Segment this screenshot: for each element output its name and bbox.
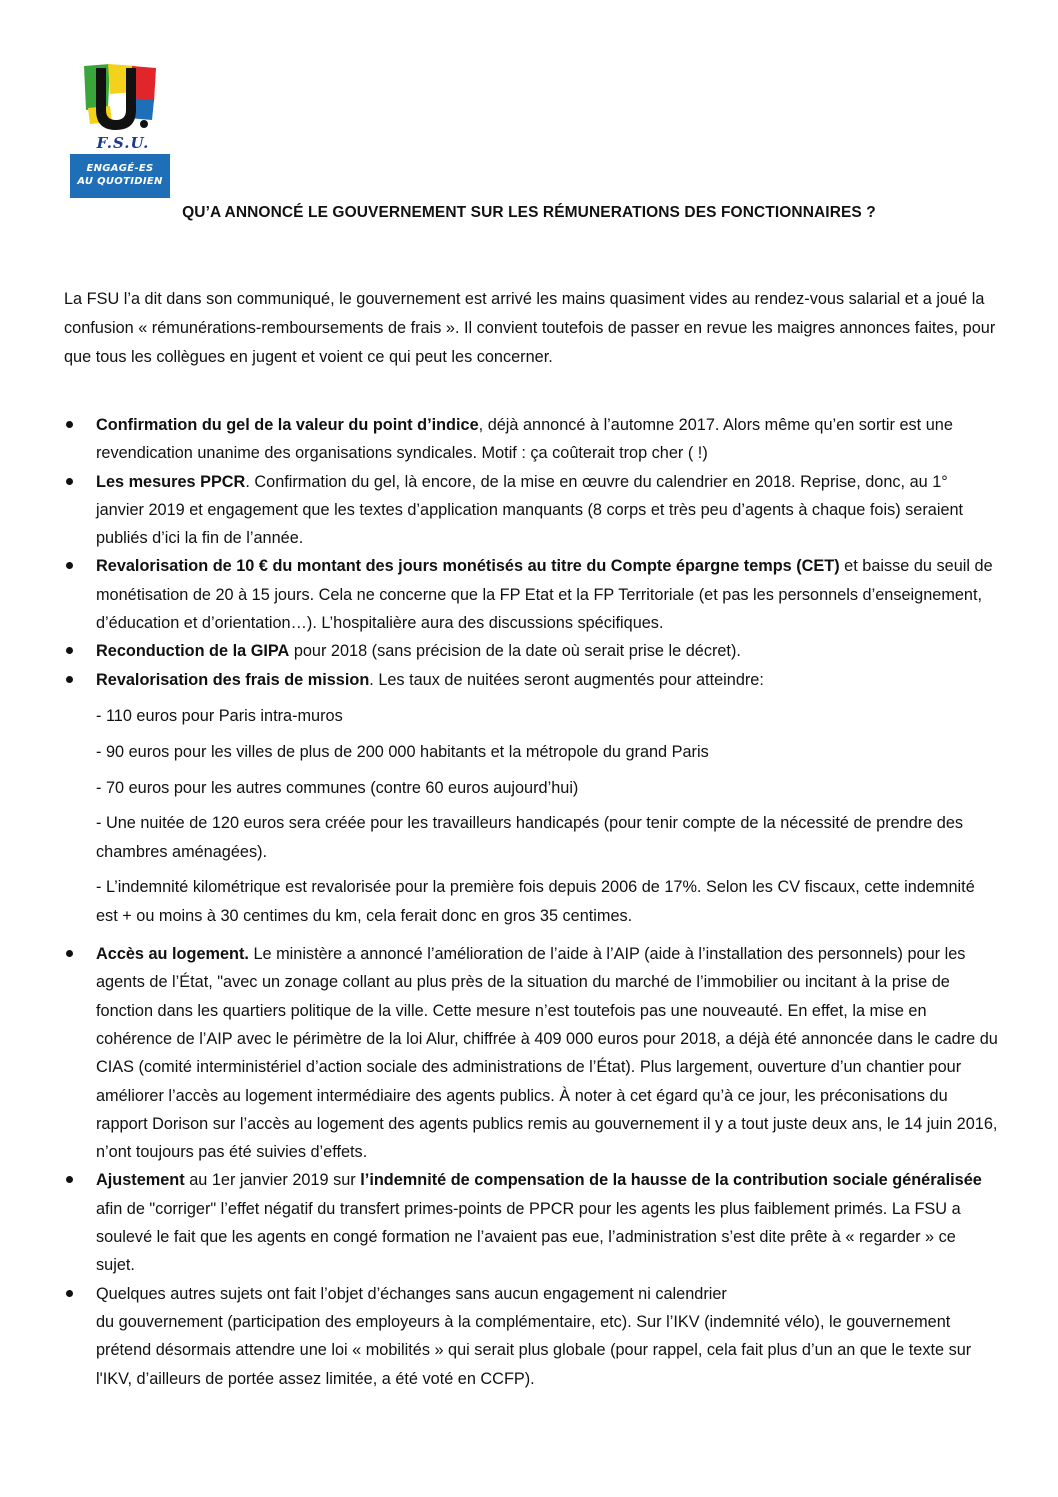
item-text-2: afin de "corriger" l’effet négatif du transfert primes-points de PPCR pour les agents les plus faiblement primés. La FSU a soulevé le fait que les agents en congé formation ne l’avaient pas eue, l’administration s’est dite prête à « regarder » ce sujet. [96, 1199, 961, 1275]
item-heading: Ajustement [96, 1171, 185, 1190]
bullet-icon [66, 1290, 73, 1297]
logo-tagline-line-1: ENGAGÉ-ES [86, 163, 154, 174]
item-heading: Les mesures PPCR [96, 472, 246, 491]
list-item [64, 552, 999, 637]
bullet-icon [66, 647, 73, 654]
logo-tagline [70, 154, 170, 198]
item-heading-2: l’indemnité de compensation de la hausse de la contribution sociale généralisée [360, 1171, 982, 1190]
list-item [64, 411, 999, 468]
item-text: . Les taux de nuitées seront augmentés pour atteindre: [369, 670, 764, 689]
intro-paragraph: La FSU l’a dit dans son communiqué, le gouvernement est arrivé les mains quasiment vides au rendez-vous salarial et a joué la confusion « rémunérations-remboursements de frais ». Il convient toutefois de passer en revue les maigres annonces faites, pour que tous les collègues en jugent et voient ce qui peut les concerner. [64, 290, 996, 366]
list-item [64, 666, 999, 694]
page-title: QU’A ANNONCÉ LE GOUVERNEMENT SUR LES RÉMUNERATIONS DES FONCTIONNAIRES ? [182, 204, 876, 221]
mission-rate-line: - 110 euros pour Paris intra-muros [96, 706, 343, 725]
item-text: du gouvernement (participation des employeurs à la complémentaire, etc). Sur l’IKV (indemnité vélo), le gouvernement prétend désormais attendre une loi « mobilités » qui serait plus globale (pour rappel, cela fait plus d’un an que le texte sur l'IKV, d’ailleurs de portée assez limitée, a été voté en CCFP). [96, 1312, 972, 1388]
list-item [64, 468, 999, 553]
announcements-list [64, 411, 999, 1393]
mission-rate-line: - 90 euros pour les villes de plus de 200 000 habitants et la métropole du grand Paris [96, 742, 709, 761]
bullet-icon [66, 676, 73, 683]
item-text: et baisse du seuil de monétisation de 20 à 15 jours. Cela ne concerne que la FP Etat et la FP Territoriale (et pas les personnels d’enseignement, d’éducation et d’orientation…). L’hospitalière aura des discussions spécifiques. [96, 557, 993, 633]
item-text: au 1er janvier 2019 sur [184, 1171, 361, 1190]
mission-rate-line: - 70 euros pour les autres communes (contre 60 euros aujourd’hui) [96, 778, 579, 797]
item-text: , déjà annoncé à l’automne 2017. Alors même qu’en sortir est une revendication unanime des organisations syndicales. Motif : ça coûterait trop cher ( !) [96, 416, 953, 463]
item-heading: Revalorisation des frais de mission [96, 670, 370, 689]
mission-rate-line: - L’indemnité kilométrique est revalorisée pour la première fois depuis 2006 de 17%. Selon les CV fiscaux, cette indemnité est + ou moins à 30 centimes du km, cela ferait donc en gros 35 centimes. [96, 878, 975, 925]
mission-rate-line: - Une nuitée de 120 euros sera créée pour les travailleurs handicapés (pour tenir compte de la nécessité de prendre des chambres aménagées). [96, 814, 964, 861]
bullet-icon [66, 1176, 73, 1183]
item-text: . Confirmation du gel, là encore, de la mise en œuvre du calendrier en 2018. Reprise, donc, au 1° janvier 2019 et engagement que les textes d’application manquants (8 corps et très peu d’agents à chaque fois) seraient publiés d’ici la fin de l’année. [96, 472, 964, 548]
item-heading: Confirmation du gel de la valeur du point d’indice [96, 416, 479, 434]
item-text: Le ministère a annoncé l’amélioration de l’aide à l’AIP (aide à l’installation des personnels) pour les agents de l’État, "avec un zonage collant au plus près de la situation du marché de l’immobilier ou incitant à la prise de fonction dans les quartiers politique de la ville. Cette mesure n’est toutefois pas une nouveauté. En effet, la mise en cohérence de l’AIP avec le périmètre de la loi Alur, chiffrée à 409 000 euros pour 2018, a déjà été annoncée dans le cadre du CIAS (comité interministériel d’action sociale des administrations de l’État). Plus largement, ouverture d’un chantier pour améliorer l’accès au logement intermédiaire des agents publics. À noter à cet égard qu’à ce jour, les préconisations du rapport Dorison sur l’accès au logement des agents publics remis au gouvernement il y a tout juste deux ans, le 14 juin 2016, n’ont toujours pas été suivies d’effets. [96, 945, 998, 1162]
bullet-icon [66, 478, 73, 485]
bullet-icon [66, 421, 73, 428]
item-heading: Accès au logement. [96, 945, 249, 964]
item-heading: Reconduction de la GIPA [96, 642, 290, 661]
fsu-logo [70, 62, 174, 198]
list-item [64, 1166, 999, 1279]
item-text: pour 2018 (sans précision de la date où serait prise le décret). [289, 642, 741, 661]
bullet-icon [66, 562, 73, 569]
logo-name: F.S.U. [96, 134, 150, 152]
list-item [64, 1280, 999, 1393]
item-first-line: Quelques autres sujets ont fait l’objet d’échanges sans aucun engagement ni calendrier [96, 1284, 727, 1303]
bullet-icon [66, 950, 73, 957]
list-item [64, 940, 999, 1166]
mission-rates-list [64, 702, 999, 930]
item-heading: Revalorisation de 10 € du montant des jours monétisés au titre du Compte épargne temps (CET) [96, 557, 840, 576]
list-item [64, 637, 999, 665]
logo-tagline-line-2: AU QUOTIDIEN [77, 176, 163, 187]
